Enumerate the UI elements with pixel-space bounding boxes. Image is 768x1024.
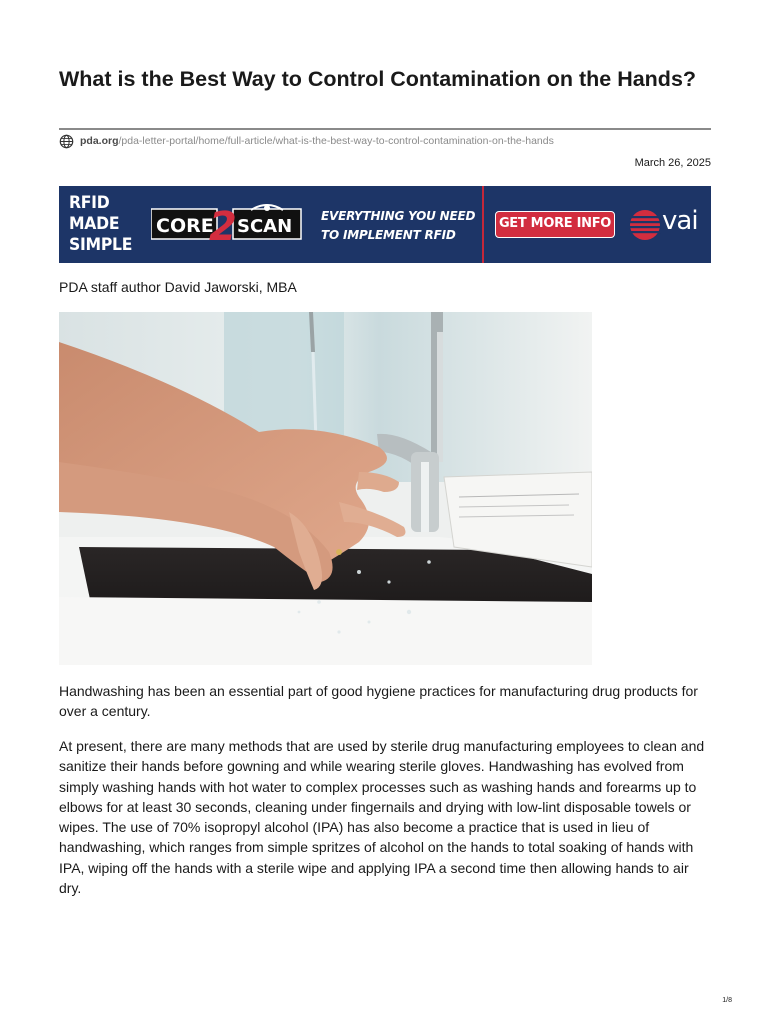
logo-two-text: 2: [209, 204, 237, 242]
core2scan-logo: [151, 204, 303, 242]
logo-scan-text: SCAN: [237, 216, 293, 237]
url-domain: pda.org: [80, 135, 119, 147]
banner-headline-line: MADE: [69, 214, 120, 234]
globe-icon: [59, 134, 74, 149]
vai-brand-text: vai: [662, 206, 698, 236]
banner-tagline: [321, 207, 491, 245]
page-number: 1/8: [722, 997, 732, 1004]
source-url-row[interactable]: [59, 134, 554, 148]
url-path: /pda-letter-portal/home/full-article/what-is-the-best-way-to-control-contamination-on-the-hands: [118, 135, 554, 147]
publish-date: March 26, 2025: [634, 157, 711, 169]
source-url[interactable]: [80, 135, 554, 147]
banner-tagline-line: TO IMPLEMENT RFID: [321, 228, 456, 242]
logo-core-text: CORE: [156, 215, 214, 237]
article-paragraph: Handwashing has been an essential part of good hygiene practices for manufacturing drug products for over a century.: [59, 683, 698, 720]
banner-tagline-line: EVERYTHING YOU NEED: [321, 209, 476, 223]
vai-logo-mark-icon: [627, 208, 663, 242]
get-more-info-button[interactable]: GET MORE INFO: [495, 211, 615, 238]
handwashing-photo: [59, 312, 592, 665]
rfid-ad-banner[interactable]: [59, 186, 711, 263]
banner-headline: [69, 193, 143, 256]
article-paragraph: At present, there are many methods that are used by sterile drug manufacturing employees to clean and sanitize their hands before gowning and while wearing sterile gloves. Handwashing has evolved from simply washing hands with hot water to complex processes such as washing hands and forearms up to elbows for at least 30 seconds, cleaning under fingernails and drying with low-lint disposable towels or wipes. The use of 70% isopropyl alcohol (IPA) has also become a practice that is used in lieu of handwashing, which ranges from simple spritzes of alcohol on the hands to total soaking of hands with IPA, wiping off the hands with a sterile wipe and applying IPA a second time then allowing hands to air dry.: [59, 738, 705, 897]
banner-headline-line: SIMPLE: [69, 235, 133, 255]
title-divider: [59, 128, 711, 130]
banner-divider: [482, 186, 484, 263]
author-byline: PDA staff author David Jaworski, MBA: [59, 279, 297, 295]
banner-headline-line: RFID: [69, 193, 110, 213]
article-title: What is the Best Way to Control Contamination on the Hands?: [59, 67, 697, 91]
